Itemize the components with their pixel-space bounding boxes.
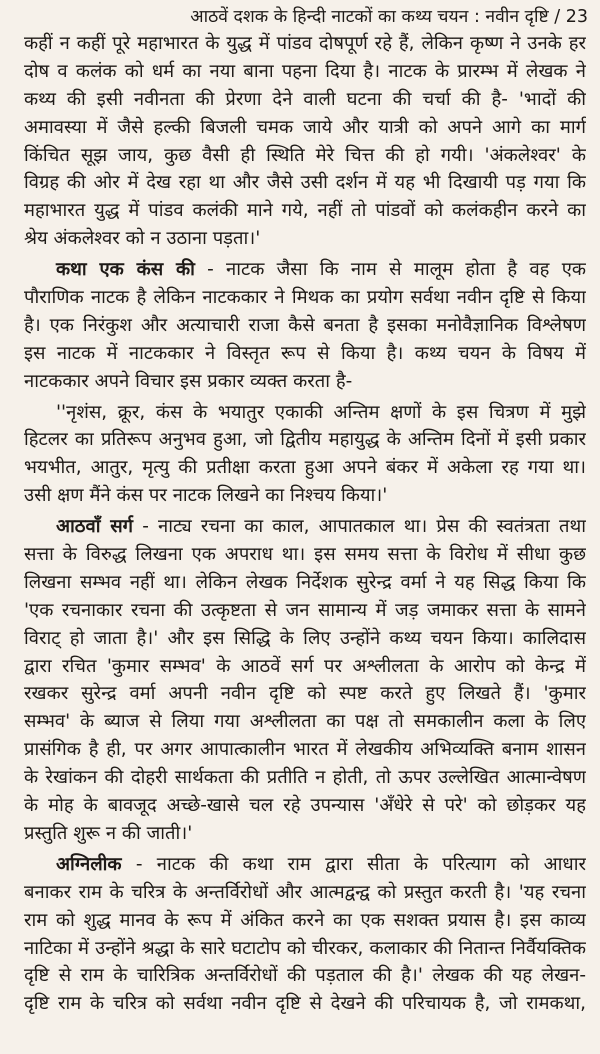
text-line: [24, 820, 586, 848]
line-text: महाभारत युद्ध में पांडव कलंकी माने गये, नहीं तो पांडवों को कलंकहीन करने का: [24, 200, 586, 222]
text-line: [24, 597, 586, 625]
text-line: [24, 58, 586, 86]
text-line: [24, 680, 586, 708]
line-text: - नाट्य रचना का काल, आपातकाल था। प्रेस की स्वतंत्रता तथा: [133, 516, 586, 538]
text-line: [24, 340, 586, 368]
line-text: प्रासंगिक है ही, पर अगर आपात्कालीन भारत में लेखकीय अभिव्यक्ति बनाम शासन: [24, 739, 586, 761]
text-line: [24, 86, 586, 114]
line-text: दृष्टि से राम के चारित्रिक अन्तर्विरोधों की पड़ताल की है।' लेखक की यह लेखन-: [24, 965, 586, 987]
text-line: [24, 30, 586, 58]
text-line: [24, 935, 586, 963]
line-text: प्रस्तुति शुरू न की जाती।': [24, 822, 193, 844]
line-text: भयभीत, आतुर, मृत्यु की प्रतीक्षा करता हुआ अपने बंकर में अकेला रह गया था।: [24, 457, 586, 479]
line-text: के मोह के बावजूद अच्छे-खासे चल रहे उपन्यास 'अँधेरे से परे' को छोड़कर यह: [24, 795, 586, 817]
section-heading: आठवाँ सर्ग: [56, 516, 133, 538]
paragraph: [24, 30, 586, 253]
text-line: [24, 256, 586, 284]
line-text: श्रेय अंकलेश्वर को न उठाना पड़ता।': [24, 228, 261, 250]
quotation-paragraph: [24, 399, 586, 511]
text-line: [24, 225, 586, 253]
section-heading: कथा एक कंस की: [56, 259, 195, 281]
text-line: [24, 284, 586, 312]
line-text: उसी क्षण मैंने कंस पर नाटक लिखने का निश्चय किया।': [24, 485, 388, 507]
text-line: [24, 792, 586, 820]
line-text: विग्रह की ओर में देख रहा था और जैसे उसी दर्शन में यह भी दिखायी पड़ गया कि: [24, 172, 586, 194]
text-line: [24, 368, 586, 396]
line-text: - नाटक की कथा राम द्वारा सीता के परित्याग को आधार: [121, 853, 586, 875]
line-text: दोष व कलंक को धर्म का नया बाना पहना दिया है। नाटक के प्रारम्भ में लेखक ने: [24, 60, 586, 82]
line-text: के रेखांकन की दोहरी सार्थकता की प्रतीति न होती, तो ऊपर उल्लेखित आत्मान्वेषण: [24, 767, 586, 789]
text-line: [24, 764, 586, 792]
text-line: [24, 312, 586, 340]
line-text: है। एक निरंकुश और अत्याचारी राजा कैसे बनता है इसका मनोवैज्ञानिक विश्लेषण: [24, 314, 586, 336]
line-text: लिखना सम्भव नहीं था। लेकिन लेखक निर्देशक सुरेन्द्र वर्मा ने यह सिद्ध किया कि: [24, 571, 586, 593]
section-heading: अग्निलीक: [56, 853, 122, 875]
line-text: बनाकर राम के चरित्र के अन्तर्विरोधों और आत्मद्वन्द्व को प्रस्तुत करती है। 'यह रचना: [24, 881, 586, 903]
text-line: [24, 541, 586, 569]
line-text: सम्भव' के ब्याज से लिया गया अश्लीलता का पक्ष तो समकालीन कला के लिए: [24, 711, 586, 733]
section-paragraph: [24, 256, 586, 395]
section-paragraph: [24, 513, 586, 848]
line-text: इस नाटक में नाटककार ने विस्तृत रूप से किया है। कथ्य चयन के विषय में: [24, 342, 586, 364]
text-line: [24, 851, 586, 879]
text-line: [24, 907, 586, 935]
text-line: [24, 879, 586, 907]
line-text: कहीं न कहीं पूरे महाभारत के युद्ध में पांडव दोषपूर्ण रहे हैं, लेकिन कृष्ण ने उनके हर: [24, 33, 586, 54]
line-text: दृष्टि राम के चरित्र को सर्वथा नवीन दृष्टि से देखने की परिचायक है, जो रामकथा,: [24, 993, 586, 1015]
text-line: [24, 990, 586, 1018]
line-text: नाटिका में उन्होंने श्रद्धा के सारे घटाटोप को चीरकर, कलाकार की नितान्त निर्वैयक्तिक: [24, 937, 586, 959]
line-text: अमावस्या में जैसे हल्की बिजली चमक जाये और यात्री को अपने आगे का मार्ग: [24, 116, 586, 138]
text-line: [24, 169, 586, 197]
text-line: [24, 736, 586, 764]
text-line: [24, 569, 586, 597]
text-line: [24, 114, 586, 142]
line-text: हिटलर का प्रतिरूप अनुभव हुआ, जो द्वितीय महायुद्ध के अन्तिम दिनों में इसी प्रकार: [24, 429, 586, 451]
line-text: ''नृशंस, क्रूर, कंस के भयातुर एकाकी अन्तिम क्षणों के इस चित्रण में मुझे: [56, 401, 586, 423]
line-text: सत्ता के विरुद्ध लिखना एक अपराध था। इस समय सत्ता के विरोध में सीधा कुछ: [24, 544, 586, 566]
section-paragraph: [24, 851, 586, 1018]
text-line: [24, 454, 586, 482]
running-header: आठवें दशक के हिन्दी नाटकों का कथ्य चयन : नवीन दृष्टि / 23: [190, 7, 588, 27]
text-line: [24, 708, 586, 736]
line-text: विराट् हो जाता है।' और इस सिद्धि के लिए उन्होंने कथ्य चयन किया। कालिदास: [24, 627, 586, 649]
text-line: [24, 142, 586, 170]
text-line: [24, 513, 586, 541]
line-text: कथ्य की इसी नवीनता की प्रेरणा देने वाली घटना की चर्चा की है- 'भादों की: [24, 88, 586, 110]
line-text: नाटककार अपने विचार इस प्रकार व्यक्त करता है-: [24, 370, 353, 392]
line-text: रखकर सुरेन्द्र वर्मा अपनी नवीन दृष्टि को स्पष्ट करते हुए लिखते हैं। 'कुमार: [24, 683, 586, 705]
line-text: - नाटक जैसा कि नाम से मालूम होता है वह एक: [194, 259, 586, 281]
line-text: द्वारा रचित 'कुमार सम्भव' के आठवें सर्ग पर अश्लीलता के आरोप को केन्द्र में: [24, 655, 586, 677]
line-text: किंचित सूझ जाय, कुछ वैसी ही स्थिति मेरे चित्त की हो गयी। 'अंकलेश्वर' के: [24, 144, 586, 166]
text-line: [24, 482, 586, 510]
text-line: [24, 197, 586, 225]
text-line: [24, 625, 586, 653]
body-text: [24, 30, 586, 1018]
line-text: राम को शुद्ध मानव के रूप में अंकित करने का एक सशक्त प्रयास है। इस काव्य: [24, 909, 586, 931]
line-text: पौराणिक नाटक है लेकिन नाटककार ने मिथक का प्रयोग सर्वथा नवीन दृष्टि से किया: [24, 287, 586, 309]
line-text: 'एक रचनाकार रचना की उत्कृष्टता से जन सामान्य में जड़ जमाकर सत्ता के सामने: [24, 599, 586, 621]
text-line: [24, 653, 586, 681]
text-line: [24, 399, 586, 427]
text-line: [24, 962, 586, 990]
text-line: [24, 426, 586, 454]
